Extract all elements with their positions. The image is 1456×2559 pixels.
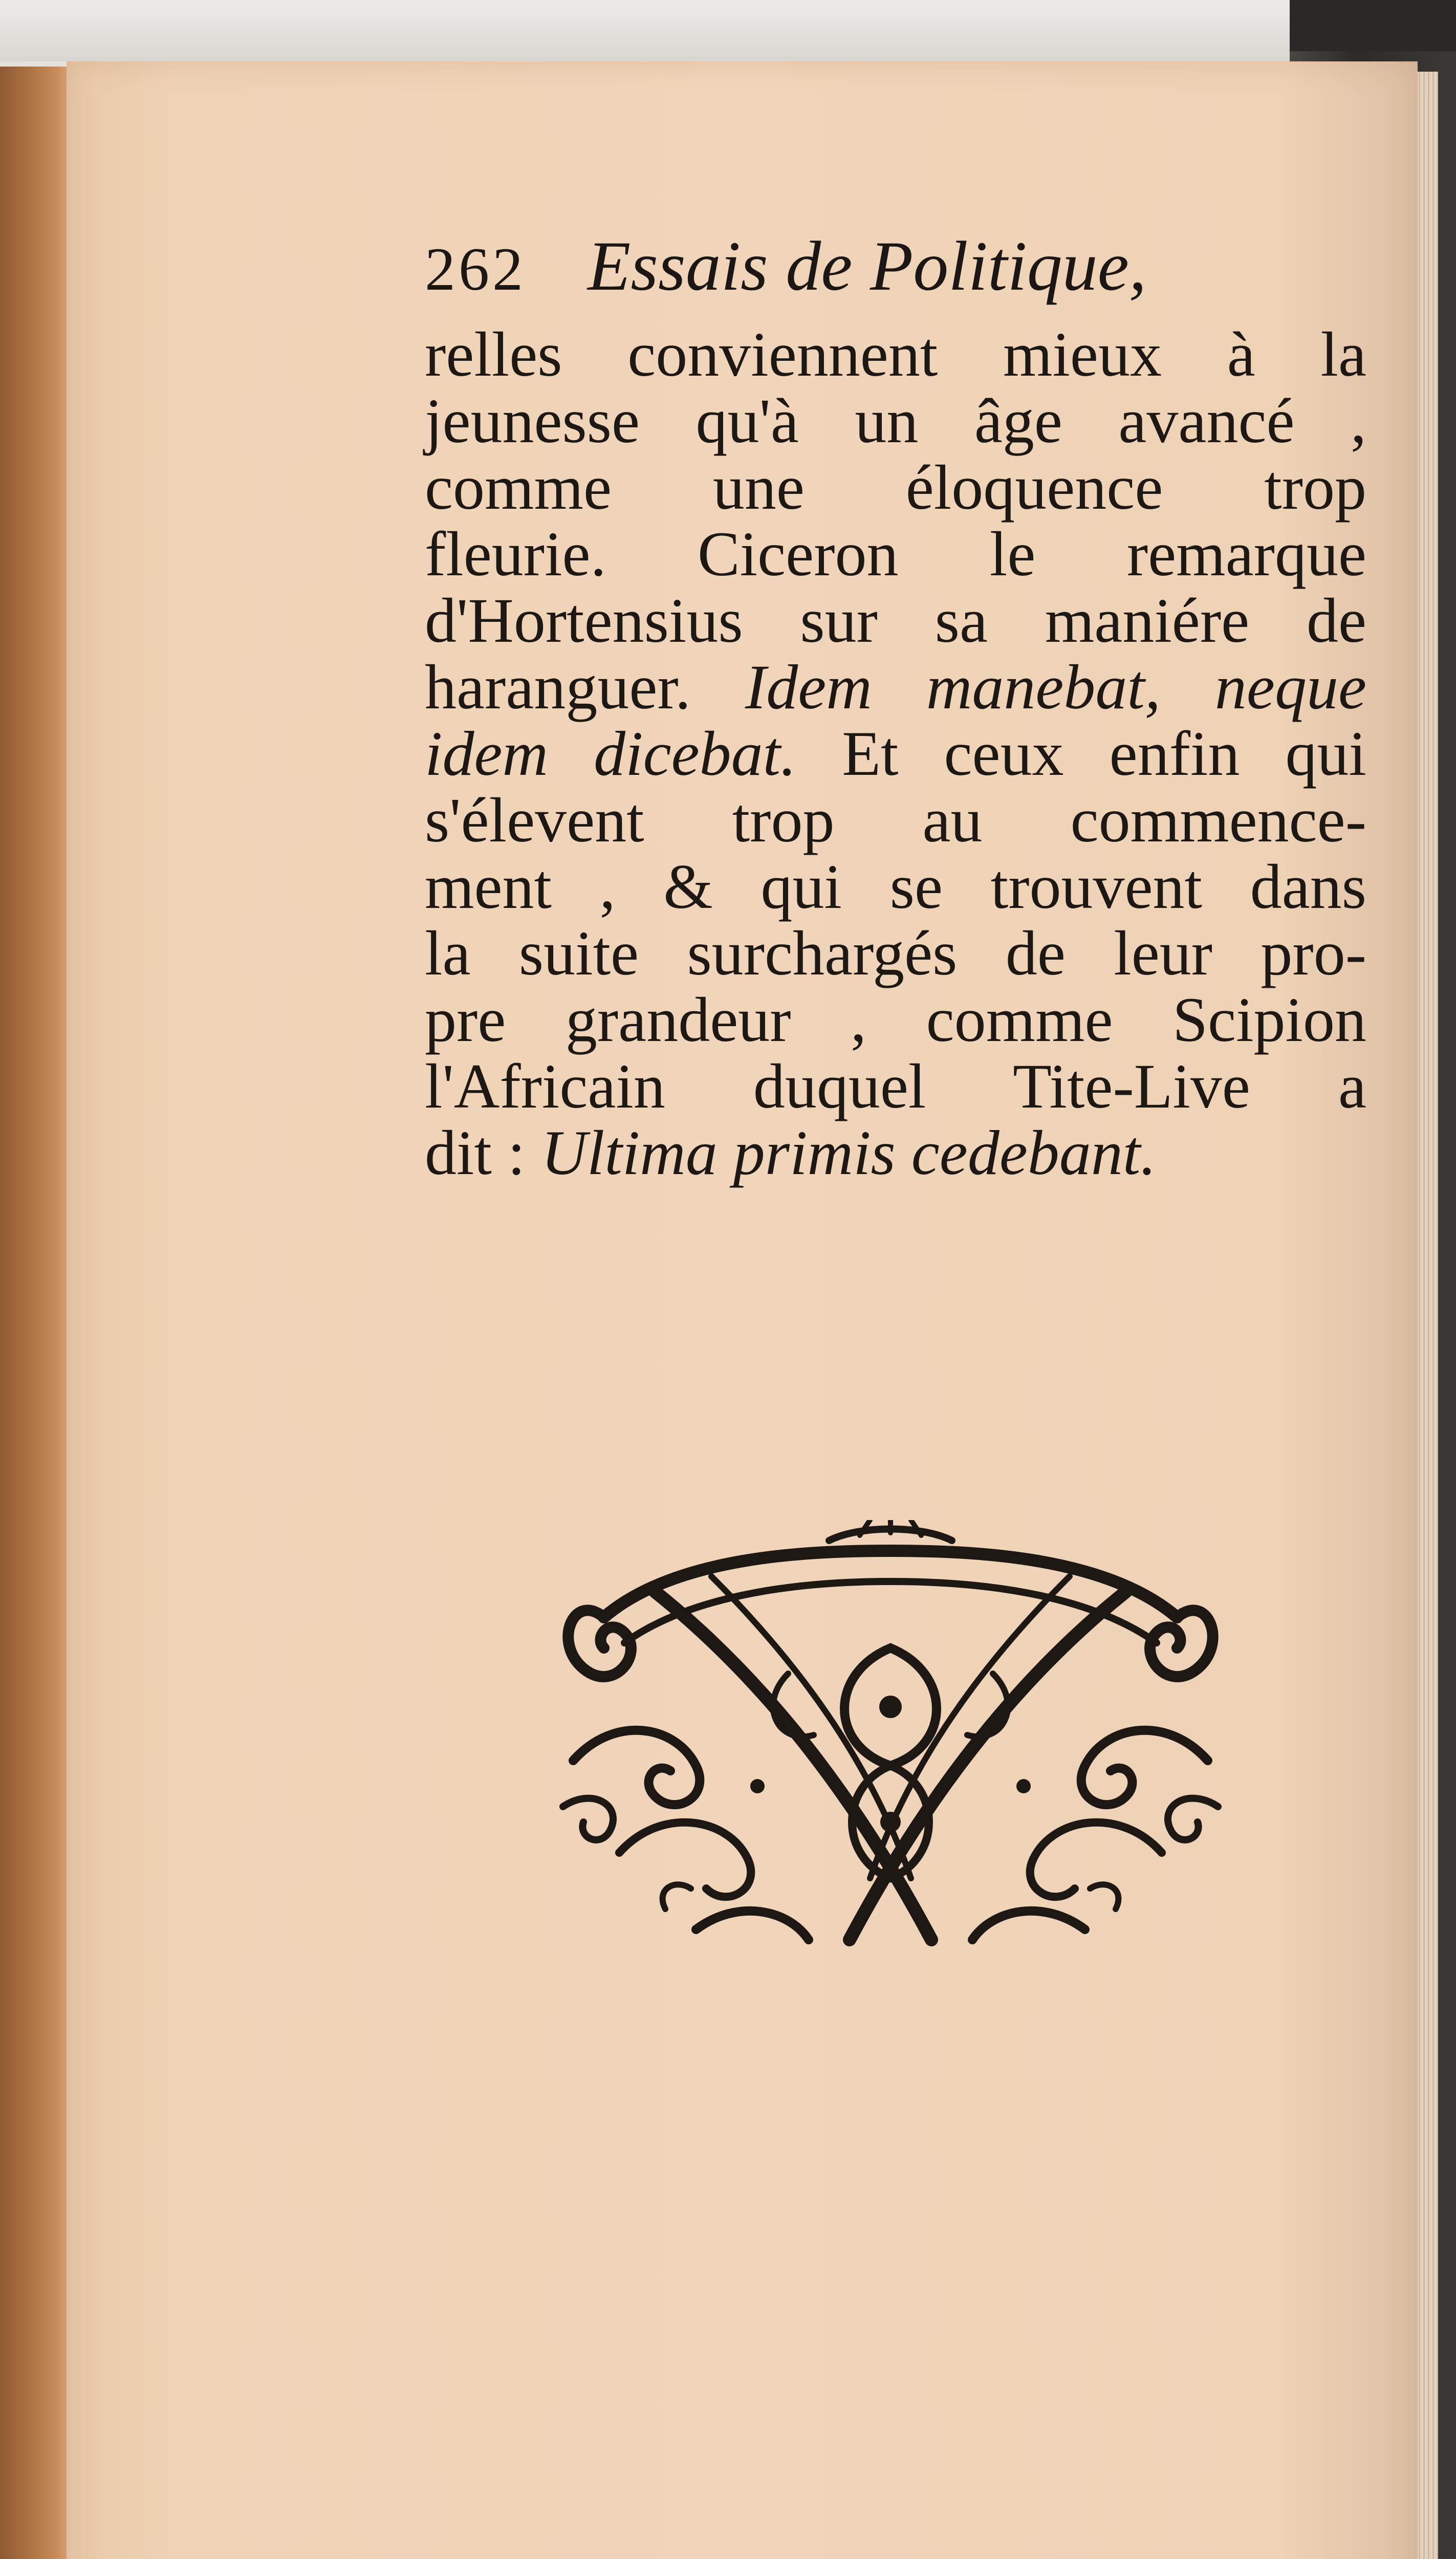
page-header	[425, 225, 1146, 328]
text-segment: Et ceux enfin qui	[796, 719, 1366, 789]
text-segment: ment , & qui se trouvent dans	[425, 852, 1366, 922]
text-line	[425, 321, 1366, 388]
text-segment: jeunesse qu'à un âge avancé ,	[425, 386, 1366, 456]
text-line	[425, 987, 1366, 1053]
text-segment: comme une éloquence trop	[425, 452, 1366, 523]
text-line	[425, 585, 1366, 656]
text-segment: haranguer.	[425, 652, 745, 722]
text-segment: dit :	[425, 1118, 541, 1188]
text-line	[425, 388, 1366, 454]
text-line	[425, 721, 1366, 787]
text-segment: la suite surchargés de leur pro-	[425, 918, 1366, 988]
page-number: 262	[425, 235, 526, 303]
text-line	[425, 787, 1366, 854]
text-line	[425, 654, 1366, 721]
text-segment: fleurie. Ciceron le remarque	[425, 519, 1366, 589]
italic-text: Ultima primis cedebant.	[541, 1118, 1157, 1188]
text-line	[425, 521, 1366, 588]
text-segment: pre grandeur , comme Scipion	[425, 985, 1366, 1055]
body-text	[425, 321, 1366, 1186]
page-edge-left	[0, 67, 72, 2559]
italic-text: Idem manebat, neque	[745, 652, 1366, 722]
tailpiece-ornament-icon	[542, 1520, 1238, 1970]
text-line	[425, 920, 1366, 987]
text-segment: d'Hortensius sur sa maniére de	[425, 585, 1366, 656]
text-line	[425, 1053, 1366, 1120]
italic-text: idem dicebat.	[425, 719, 797, 789]
text-line	[425, 1120, 1366, 1186]
text-segment: s'élevent trop au commence-	[425, 785, 1366, 855]
text-segment: l'Africain duquel Tite-Live a	[425, 1051, 1366, 1121]
text-segment: relles conviennent mieux à la	[425, 319, 1366, 389]
scan-background-top	[0, 0, 1456, 61]
book-cover-corner	[1290, 0, 1456, 51]
text-line	[425, 854, 1366, 920]
running-title: Essais de Politique,	[588, 227, 1147, 305]
text-line	[425, 454, 1366, 521]
